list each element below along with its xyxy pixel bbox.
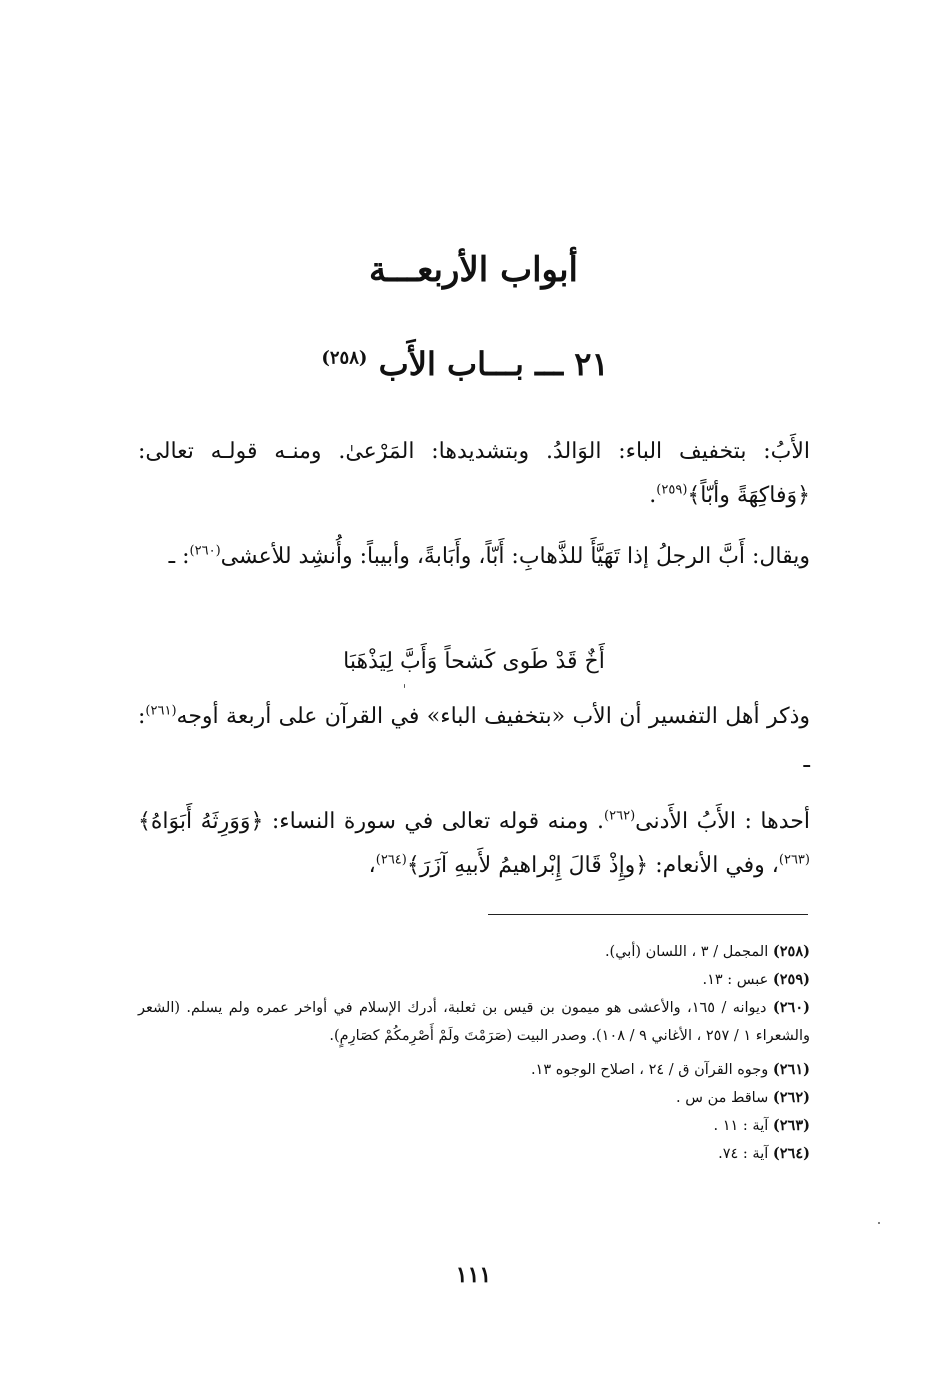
footnote-text: عبس : ١٣. [702, 972, 769, 988]
footnote-ref-263: (٢٦٣) [778, 852, 810, 868]
paragraph-3-text: وذكر أهل التفسير أن الأب «بتخفيف الباء» في القرآن على أربعة أوجه [176, 704, 811, 729]
paragraph-1 [138, 430, 810, 520]
footnote-260 [138, 994, 810, 1050]
paragraph-4-part-2: . ومنه قوله تعالى في سورة النساء: ﴿وَوَرِثَهُ أَبَوَاهُ﴾ [138, 809, 605, 834]
footnote-ref-264: (٢٦٤) [375, 852, 407, 868]
chapter-footnote-ref: (٢٥٨) [321, 347, 368, 369]
footnote-number: (٢٦٢) [772, 1089, 810, 1106]
page-number: ١١١ [455, 1262, 492, 1288]
footnote-number: (٢٦٤) [772, 1145, 810, 1162]
footnote-number: (٢٥٨) [772, 943, 810, 960]
footnote-ref-261: (٢٦١) [145, 703, 177, 719]
footnote-number: (٢٦٣) [772, 1117, 810, 1134]
paragraph-4-part-3: ، وفي الأنعام: ﴿وإِذْ قَالَ إِبْراهيمُ لأَبيهِ آزَرَ﴾ [406, 853, 779, 878]
footnote-259 [138, 966, 810, 994]
paragraph-2-tail: : ـ [168, 544, 190, 569]
footnote-262 [138, 1084, 810, 1112]
footnote-number: (٢٥٩) [772, 971, 810, 988]
footnote-number: (٢٦١) [772, 1061, 810, 1078]
footnote-258 [138, 938, 810, 966]
paragraph-4-part-4: ، [368, 853, 376, 878]
footnote-text: ديوانه / ١٦٥، والأعشى هو ميمون بن قيس بن ثعلبة، أدرك الإسلام في أواخر عمره ولم يسلم. (الشعر والشعراء ١ / ٢٥٧ ، الأغاني ٩ / ١٠٨). وصدر البيت (صَرَمْتَ ولَمْ أَصْرِمكُمْ كصَارِمٍ). [138, 1000, 810, 1044]
footnotes [138, 938, 810, 1168]
paragraph-1-text: الأَبُ: بتخفيف الباء: الوَالدُ. وبتشديدها: المَرْعىٰ. ومنـه قولـه تعالى: ﴿وَفاكِهَةً وأبّاً﴾ [138, 439, 810, 508]
footnote-text: آية : ١١ . [713, 1118, 769, 1134]
footnote-261 [138, 1056, 810, 1084]
footnote-ref-259: (٢٥٩) [656, 482, 688, 498]
paragraph-2-text: ويقال: أَبَّ الرجلُ إذا تَهَيَّأَ للذَّهابِ: أَبّاً، وأَبَابةً، وأبيباً: وأُنشِد للأعشى [220, 544, 810, 569]
chapter-title: ٢١ ـــ بـــاب الأَب [378, 345, 609, 383]
paragraph-4 [138, 800, 810, 892]
footnote-text: آية : ٧٤. [718, 1146, 769, 1162]
paragraph-2 [138, 535, 810, 627]
footnote-separator [488, 914, 808, 915]
footnote-text: المجمل / ٣ ، اللسان (أبي). [604, 944, 769, 960]
paragraph-4-part-1: أحدها : الأَبُ الأَدنى [635, 809, 810, 834]
footnote-text: وجوه القرآن ق / ٢٤ ، اصلاح الوجوه ١٣. [530, 1062, 769, 1078]
footnote-number: (٢٦٠) [772, 999, 810, 1016]
footnote-ref-262: (٢٦٢) [604, 808, 636, 824]
footnote-ref-260: (٢٦٠) [189, 543, 221, 559]
footnote-264 [138, 1140, 810, 1168]
poetry-verse: أَخٌ قَدْ طَوى كَشحاً وَأَبَّ لِيَذْهَبَا [343, 649, 605, 674]
scan-speck [878, 1222, 880, 1224]
chapter-heading [300, 345, 630, 383]
section-title: أبواب الأربعـــة [369, 250, 578, 290]
paragraph-3 [138, 695, 810, 787]
footnote-263 [138, 1112, 810, 1140]
paragraph-3-tail: : ـ [138, 704, 810, 773]
scan-speck [404, 684, 405, 688]
paragraph-1-tail: . [649, 483, 657, 508]
footnote-text: ساقط من س . [676, 1090, 769, 1106]
